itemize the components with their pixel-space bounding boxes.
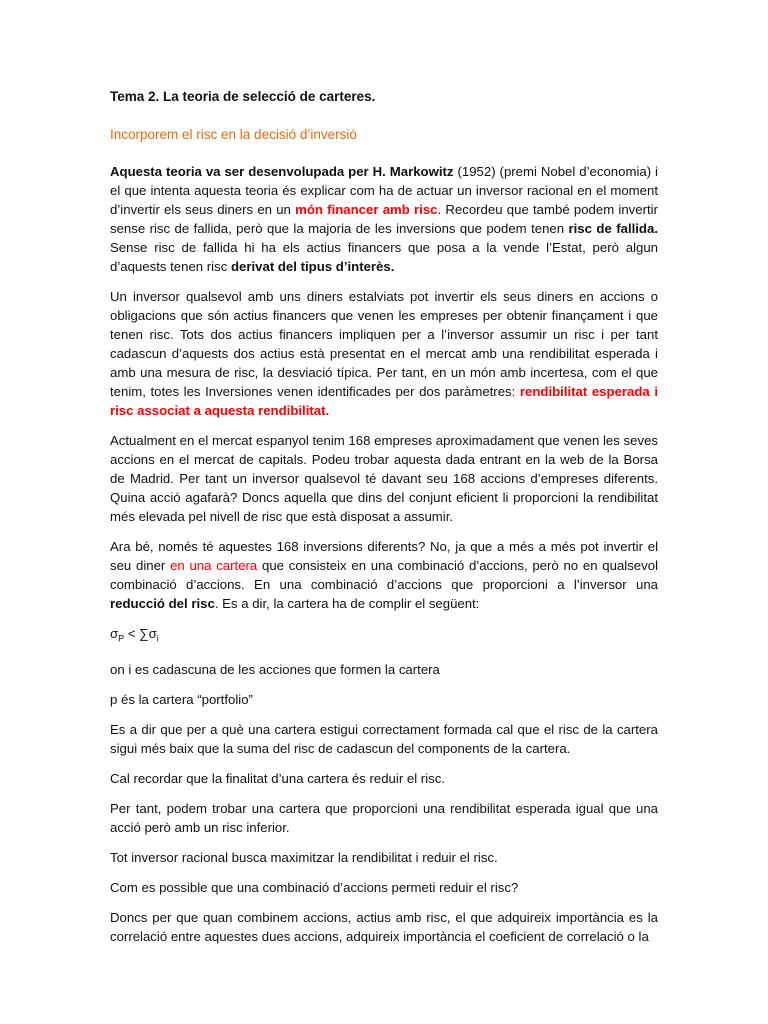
text: . Es a dir, la cartera ha de complir el següent: <box>214 596 480 611</box>
section-heading: Incorporem el risc en la decisió d’inversió <box>110 127 357 142</box>
text: que consisteix en una combinació d’accions, però no en qualsevol combinació d’accions. En una combinació d’accions que proporcioni a l’inversor una <box>110 558 659 592</box>
paragraph-6: p és la cartera “portfolio” <box>110 691 253 707</box>
bold-text: reducció del risc <box>110 596 215 611</box>
highlight-text: rendibilitat esperada i risc associat a aquesta rendibilitat. <box>110 384 659 418</box>
text: (1952) (premi Nobel d’economia) i el que intenta aquesta teoria és explicar com ha de actuar un inversor racional en el moment d’invertir els seus diners en un <box>110 164 658 217</box>
paragraph-3: Actualment en el mercat espanyol tenim 168 empreses aproximadament que venen les seves accions en el mercat de capitals. Podeu trobar aquesta dada entrant en la web de la Borsa de Madrid. Per tant un inversor qualsevol té davant seu 168 accions d’empreses diferents. Quina acció agafarà? Doncs aquella que dins del conjunt eficient li proporcioni la rendibilitat més elevada pel nivell de risc que està disposat a assumir. <box>110 433 658 524</box>
text: Ara bé, només té aquestes 168 inversions diferents? No, ja que a més a més pot invertir el seu diner <box>110 539 658 573</box>
sigma-symbol: σ <box>110 626 119 641</box>
bold-text: derivat del tipus d’interès. <box>230 259 395 274</box>
paragraph-8: Cal recordar que la finalitat d’una cartera és reduir el risc. <box>110 770 445 786</box>
text: . Recordeu que també podem invertir sense risc de fallida, però que la majoria de les inversions que podem tenen <box>110 202 658 236</box>
paragraph-9: Per tant, podem trobar una cartera que proporcioni una rendibilitat esperada igual que una acció però amb un risc inferior. <box>110 800 658 835</box>
bold-text: risc de fallida. <box>568 221 658 236</box>
paragraph-4 <box>110 537 658 613</box>
paragraph-12: Doncs per que quan combinem accions, actius amb risc, el que adquireix importància es la correlació entre aquestes dues accions, adquireix importància el coeficient de correlació o la <box>110 909 658 944</box>
bold-text: Aquesta teoria va ser desenvolupada per H. Markowitz <box>110 164 454 179</box>
document-title: Tema 2. La teoria de selecció de carteres. <box>110 89 376 104</box>
paragraph-2 <box>110 287 658 420</box>
paragraph-1 <box>110 162 658 276</box>
paragraph-7: Es a dir que per a què una cartera estigui correctament formada cal que el risc de la cartera sigui més baix que la suma del risc de cadascun del components de la cartera. <box>110 721 658 756</box>
paragraph-10: Tot inversor racional busca maximitzar la rendibilitat i reduir el risc. <box>110 849 498 865</box>
subscript-i: i <box>156 633 159 644</box>
highlight-text: món financer amb risc <box>295 202 438 217</box>
text: Sense risc de fallida hi ha els actius financers que posa a la vende l’Estat, però algun d’aquests tenen risc <box>110 240 658 274</box>
subscript-p: P <box>118 633 125 644</box>
paragraph-11: Com es possible que una combinació d’accions permeti reduir el risc? <box>110 879 519 895</box>
highlight-text: en una cartera <box>170 558 258 573</box>
formula-rhs: < ∑σ <box>124 626 157 641</box>
paragraph-5: on i es cadascuna de les acciones que formen la cartera <box>110 661 440 677</box>
text: Un inversor qualsevol amb uns diners estalviats pot invertir els seus diners en accions o obligacions que són actius financers que venen les empreses per obtenir finançament i que tenen risc. Tots dos actius financers impliquen per a l’inversor assumir un risc i per tant cadascun d’aquests dos actius està presentat en el mercat amb una rendibilitat esperada i amb una mesura de risc, la desviació típica. Per tant, en un món amb incertesa, com el que tenim, totes les Inversiones venen identificades per dos paràmetres: <box>110 289 658 399</box>
risk-formula <box>110 624 658 649</box>
